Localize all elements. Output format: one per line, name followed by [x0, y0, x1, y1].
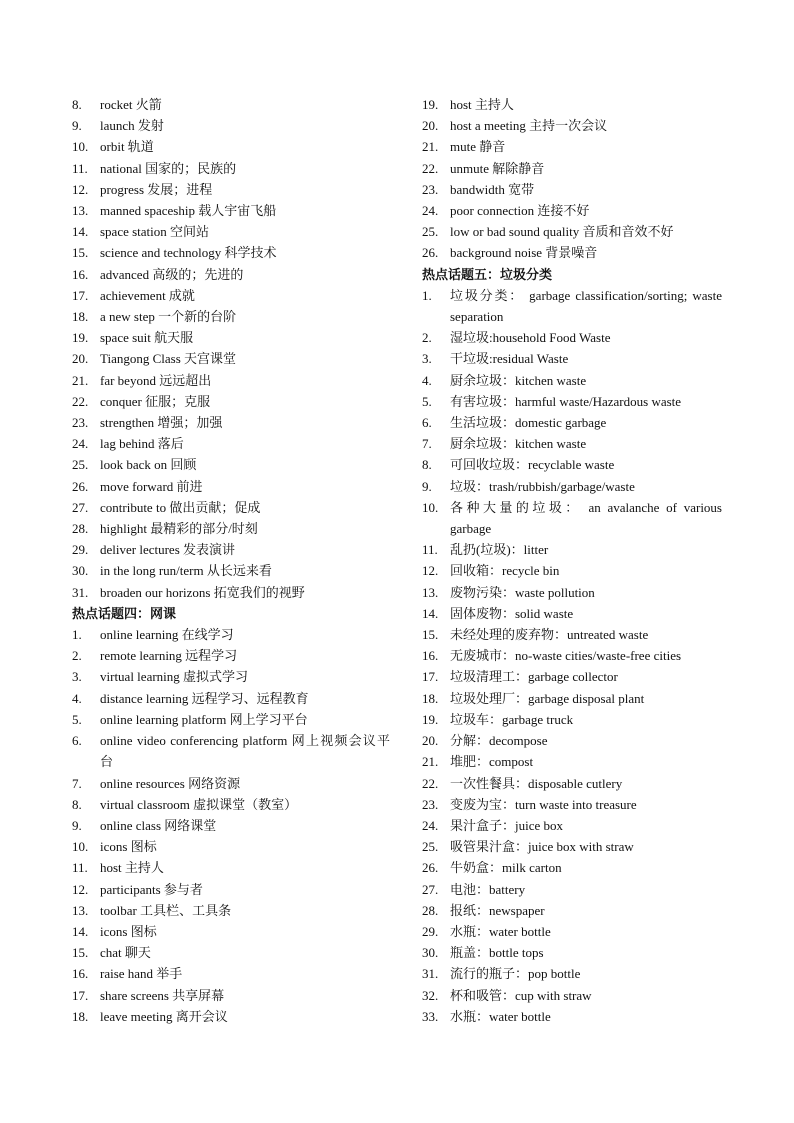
entry-number: 4.: [422, 372, 432, 388]
vocab-entry: [422, 709, 722, 730]
vocab-entry: [72, 624, 390, 645]
entry-number: 3.: [422, 351, 432, 367]
entry-number: 11.: [72, 860, 88, 876]
entry-text: 水瓶：water bottle: [450, 923, 551, 939]
entry-number: 6.: [422, 415, 432, 431]
entry-number: 9.: [72, 118, 82, 134]
entry-text: science and technology 科学技术: [100, 245, 277, 261]
vocab-entry: [422, 412, 722, 433]
entry-number: 14.: [72, 923, 89, 939]
entry-text: host a meeting 主持一次会议: [450, 118, 608, 134]
vocab-entry: [72, 688, 390, 709]
entry-text: share screens 共享屏幕: [100, 987, 225, 1003]
vocab-entry: [72, 285, 390, 306]
vocab-entry: [422, 666, 722, 687]
entry-number: 13.: [72, 203, 89, 219]
vocab-entry: [72, 794, 390, 815]
vocab-entry: [422, 200, 722, 221]
entry-text: 垃圾：trash/rubbish/garbage/waste: [450, 478, 635, 494]
entry-text: toolbar 工具栏、工具条: [100, 902, 232, 918]
vocab-entry: [422, 327, 722, 348]
vocab-entry: [72, 306, 390, 327]
entry-text: 固体废物：solid waste: [450, 605, 574, 621]
vocab-entry: [422, 221, 722, 242]
entry-number: 20.: [72, 351, 89, 367]
vocab-entry: [72, 857, 390, 878]
entry-text: 各种大量的垃圾： an avalanche of various garbage: [450, 499, 722, 537]
entry-text: far beyond 远远超出: [100, 372, 212, 388]
vocab-entry: [72, 963, 390, 984]
entry-text: space suit 航天服: [100, 330, 194, 346]
entry-number: 10.: [72, 839, 89, 855]
entry-number: 14.: [72, 224, 89, 240]
entry-number: 9.: [422, 478, 432, 494]
vocab-entry: [72, 582, 390, 603]
vocab-entry: [422, 645, 722, 666]
entry-number: 24.: [422, 203, 439, 219]
entry-text: lag behind 落后: [100, 436, 184, 452]
vocab-entry: [72, 136, 390, 157]
entry-number: 15.: [72, 245, 89, 261]
vocab-entry: [422, 942, 722, 963]
entry-number: 23.: [72, 415, 89, 431]
vocab-entry: [72, 179, 390, 200]
entry-number: 9.: [72, 817, 82, 833]
entry-number: 26.: [422, 245, 439, 261]
entry-text: online video conferencing platform 网上视频会议平台: [100, 733, 390, 770]
entry-text: low or bad sound quality 音质和音效不好: [450, 224, 674, 240]
entry-text: host 主持人: [450, 97, 514, 112]
entry-number: 10.: [422, 499, 439, 515]
entry-text: move forward 前进: [100, 478, 203, 494]
entry-text: orbit 轨道: [100, 139, 154, 155]
entry-number: 19.: [72, 330, 89, 346]
entry-text: conquer 征服；克服: [100, 393, 211, 409]
vocab-entry: [72, 921, 390, 942]
entry-number: 25.: [422, 224, 439, 240]
entry-text: highlight 最精彩的部分/时刻: [100, 521, 258, 537]
vocab-entry: [72, 539, 390, 560]
vocab-entry: [72, 666, 390, 687]
entry-number: 19.: [422, 711, 439, 727]
entry-text: virtual classroom 虚拟课堂（教室）: [100, 796, 298, 812]
vocab-entry: [422, 242, 722, 263]
vocab-entry: [72, 815, 390, 836]
entry-text: Tiangong Class 天宫课堂: [100, 351, 237, 367]
entry-number: 32.: [422, 987, 439, 1003]
entry-text: 堆肥：compost: [450, 754, 534, 770]
vocab-entry: [72, 115, 390, 136]
entry-text: 未经处理的废弃物：untreated waste: [450, 627, 649, 643]
vocab-entry: [72, 242, 390, 263]
entry-number: 11.: [72, 160, 88, 176]
vocab-entry: [422, 1006, 722, 1027]
entry-text: 可回收垃圾：recyclable waste: [450, 457, 615, 473]
vocab-entry: [72, 560, 390, 581]
entry-number: 12.: [422, 563, 439, 579]
entry-number: 6.: [72, 733, 82, 749]
entry-number: 21.: [422, 139, 439, 155]
vocab-entry: [72, 773, 390, 794]
entry-number: 5.: [72, 711, 82, 727]
vocab-entry: [72, 645, 390, 666]
vocab-entry: [422, 539, 722, 560]
entry-text: participants 参与者: [100, 881, 203, 897]
section-heading: 热点话题五：垃圾分类: [422, 266, 553, 282]
vocab-entry: [72, 836, 390, 857]
entry-text: 回收箱：recycle bin: [450, 563, 560, 579]
entry-number: 33.: [422, 1008, 439, 1024]
entry-number: 28.: [72, 521, 89, 537]
entry-text: 垃圾分类： garbage classification/sorting; waste separation: [450, 287, 722, 325]
vocab-entry: [422, 879, 722, 900]
entry-text: 果汁盒子：juice box: [450, 817, 564, 833]
vocab-entry: [72, 200, 390, 221]
section-heading: 热点话题四：网课: [72, 605, 177, 621]
entry-number: 13.: [422, 584, 439, 600]
entry-number: 2.: [72, 648, 82, 664]
entry-text: 厨余垃圾：kitchen waste: [450, 372, 587, 388]
entry-text: background noise 背景噪音: [450, 245, 598, 261]
entry-text: 无废城市：no-waste cities/waste-free cities: [450, 648, 682, 664]
entry-number: 16.: [422, 648, 439, 664]
entry-text: 厨余垃圾：kitchen waste: [450, 436, 587, 452]
entry-number: 30.: [422, 945, 439, 961]
entry-text: poor connection 连接不好: [450, 203, 590, 219]
entry-number: 17.: [422, 669, 439, 685]
vocab-entry: [422, 370, 722, 391]
vocab-entry: [422, 348, 722, 369]
entry-text: 流行的瓶子：pop bottle: [450, 966, 581, 982]
entry-number: 25.: [72, 457, 89, 473]
entry-text: 杯和吸管：cup with straw: [450, 987, 592, 1003]
entry-text: 垃圾清理工：garbage collector: [450, 669, 618, 685]
vocab-entry: [422, 433, 722, 454]
vocab-entry: [72, 730, 390, 772]
vocab-entry: [422, 900, 722, 921]
entry-number: 1.: [422, 287, 432, 303]
entry-number: 16.: [72, 966, 89, 982]
left-column: [72, 94, 390, 1027]
entry-text: online learning 在线学习: [100, 627, 234, 643]
vocab-entry: [72, 518, 390, 539]
vocab-entry: [422, 963, 722, 984]
entry-number: 22.: [72, 393, 89, 409]
entry-number: 23.: [422, 181, 439, 197]
entry-text: 水瓶：water bottle: [450, 1008, 551, 1024]
vocab-entry: [422, 560, 722, 581]
entry-number: 19.: [422, 97, 439, 112]
entry-text: in the long run/term 从长远来看: [100, 563, 272, 579]
vocab-entry: [72, 327, 390, 348]
vocab-entry: [422, 285, 722, 327]
entry-text: advanced 高级的；先进的: [100, 266, 244, 282]
vocab-entry: [72, 497, 390, 518]
vocab-entry: [422, 158, 722, 179]
entry-number: 28.: [422, 902, 439, 918]
vocab-entry: [72, 709, 390, 730]
vocab-entry: [422, 751, 722, 772]
vocab-entry: [422, 115, 722, 136]
entry-number: 13.: [72, 902, 89, 918]
entry-number: 7.: [72, 775, 82, 791]
vocab-entry: [72, 221, 390, 242]
entry-number: 22.: [422, 160, 439, 176]
entry-text: 一次性餐具：disposable cutlery: [450, 775, 623, 791]
vocab-entry: [422, 179, 722, 200]
entry-number: 20.: [422, 118, 439, 134]
entry-text: 垃圾处理厂：garbage disposal plant: [450, 690, 645, 706]
entry-text: manned spaceship 载人宇宙飞船: [100, 203, 277, 219]
entry-text: look back on 回顾: [100, 457, 197, 473]
entry-number: 7.: [422, 436, 432, 452]
entry-number: 25.: [422, 839, 439, 855]
entry-text: icons 图标: [100, 839, 157, 855]
vocab-entry: [422, 497, 722, 539]
entry-text: 吸管果汁盒：juice box with straw: [450, 839, 634, 855]
vocab-entry: [422, 730, 722, 751]
vocab-entry: [72, 476, 390, 497]
entry-text: strengthen 增强；加强: [100, 415, 223, 431]
entry-text: 废物污染：waste pollution: [450, 584, 595, 600]
entry-text: 瓶盖：bottle tops: [450, 945, 544, 961]
entry-text: unmute 解除静音: [450, 160, 545, 176]
entry-text: virtual learning 虚拟式学习: [100, 669, 249, 685]
vocab-entry: [422, 136, 722, 157]
entry-number: 4.: [72, 690, 82, 706]
vocab-entry: [422, 985, 722, 1006]
entry-number: 22.: [422, 775, 439, 791]
vocab-entry: [72, 900, 390, 921]
entry-number: 10.: [72, 139, 89, 155]
entry-text: launch 发射: [100, 118, 164, 134]
entry-text: broaden our horizons 拓宽我们的视野: [100, 584, 305, 600]
entry-text: achievement 成就: [100, 287, 195, 303]
entry-text: remote learning 远程学习: [100, 648, 238, 664]
vocab-entry: [422, 794, 722, 815]
vocab-entry: [422, 815, 722, 836]
vocab-entry: [422, 476, 722, 497]
entry-text: mute 静音: [450, 139, 506, 155]
entry-number: 2.: [422, 330, 432, 346]
entry-number: 8.: [72, 97, 82, 112]
entry-text: 电池：battery: [450, 881, 526, 897]
vocab-entry: [422, 773, 722, 794]
entry-number: 12.: [72, 181, 89, 197]
entry-text: 报纸：newspaper: [450, 902, 545, 918]
entry-number: 31.: [422, 966, 439, 982]
entry-number: 20.: [422, 733, 439, 749]
entry-number: 23.: [422, 796, 439, 812]
entry-text: 有害垃圾：harmful waste/Hazardous waste: [450, 393, 682, 409]
entry-text: 变废为宝：turn waste into treasure: [450, 796, 637, 812]
vocab-entry: [72, 942, 390, 963]
entry-text: 垃圾车：garbage truck: [450, 711, 574, 727]
vocab-entry: [422, 836, 722, 857]
entry-number: 27.: [422, 881, 439, 897]
vocab-entry: [422, 857, 722, 878]
entry-text: online learning platform 网上学习平台: [100, 711, 308, 727]
entry-number: 18.: [72, 309, 89, 325]
entry-number: 29.: [72, 542, 89, 558]
vocab-entry: [72, 985, 390, 1006]
entry-number: 26.: [72, 478, 89, 494]
vocab-entry: [72, 1006, 390, 1027]
entry-number: 8.: [422, 457, 432, 473]
entry-number: 18.: [72, 1008, 89, 1024]
entry-text: leave meeting 离开会议: [100, 1008, 228, 1024]
entry-number: 31.: [72, 584, 89, 600]
entry-text: bandwidth 宽带: [450, 181, 535, 197]
entry-text: 生活垃圾：domestic garbage: [450, 415, 607, 431]
entry-number: 15.: [72, 945, 89, 961]
entry-text: 干垃圾:residual Waste: [450, 351, 569, 367]
vocab-entry: [422, 921, 722, 942]
entry-text: progress 发展；进程: [100, 181, 213, 197]
entry-number: 18.: [422, 690, 439, 706]
entry-text: raise hand 举手: [100, 966, 183, 982]
vocab-entry: [422, 582, 722, 603]
vocab-entry: [72, 370, 390, 391]
entry-text: 乱扔(垃圾)：litter: [450, 542, 549, 558]
entry-number: 14.: [422, 605, 439, 621]
vocab-entry: [422, 688, 722, 709]
vocab-entry: [72, 454, 390, 475]
entry-text: host 主持人: [100, 860, 164, 876]
entry-number: 24.: [72, 436, 89, 452]
entry-number: 3.: [72, 669, 82, 685]
entry-number: 21.: [72, 372, 89, 388]
entry-number: 26.: [422, 860, 439, 876]
vocab-entry: [72, 412, 390, 433]
entry-number: 17.: [72, 287, 89, 303]
entry-text: a new step 一个新的台阶: [100, 309, 237, 325]
entry-number: 16.: [72, 266, 89, 282]
entry-text: 湿垃圾:household Food Waste: [450, 330, 611, 346]
entry-text: 分解：decompose: [450, 733, 548, 749]
vocab-entry: [72, 879, 390, 900]
entry-number: 15.: [422, 627, 439, 643]
entry-text: deliver lectures 发表演讲: [100, 542, 236, 558]
entry-text: chat 聊天: [100, 945, 151, 961]
entry-text: national 国家的；民族的: [100, 160, 237, 176]
entry-number: 12.: [72, 881, 89, 897]
vocab-entry: [72, 264, 390, 285]
right-column: [422, 94, 722, 1027]
vocab-entry: [422, 454, 722, 475]
entry-text: rocket 火箭: [100, 97, 162, 112]
entry-text: 牛奶盒：milk carton: [450, 860, 562, 876]
vocab-entry: [72, 94, 390, 115]
vocab-entry: [422, 94, 722, 115]
vocab-entry: [422, 391, 722, 412]
entry-number: 17.: [72, 987, 89, 1003]
entry-number: 30.: [72, 563, 89, 579]
entry-number: 29.: [422, 923, 439, 939]
vocab-entry: [422, 603, 722, 624]
entry-text: online resources 网络资源: [100, 775, 241, 791]
vocab-entry: [72, 433, 390, 454]
entry-number: 24.: [422, 817, 439, 833]
entry-number: 21.: [422, 754, 439, 770]
entry-number: 27.: [72, 499, 89, 515]
vocab-entry: [72, 391, 390, 412]
entry-text: online class 网络课堂: [100, 817, 217, 833]
entry-number: 5.: [422, 393, 432, 409]
entry-text: space station 空间站: [100, 224, 210, 240]
entry-number: 1.: [72, 627, 82, 643]
entry-text: icons 图标: [100, 923, 157, 939]
vocab-entry: [422, 624, 722, 645]
entry-text: distance learning 远程学习、远程教育: [100, 690, 309, 706]
entry-number: 8.: [72, 796, 82, 812]
entry-number: 11.: [422, 542, 438, 558]
vocab-entry: [72, 158, 390, 179]
entry-text: contribute to 做出贡献；促成: [100, 499, 261, 515]
vocab-entry: [72, 348, 390, 369]
